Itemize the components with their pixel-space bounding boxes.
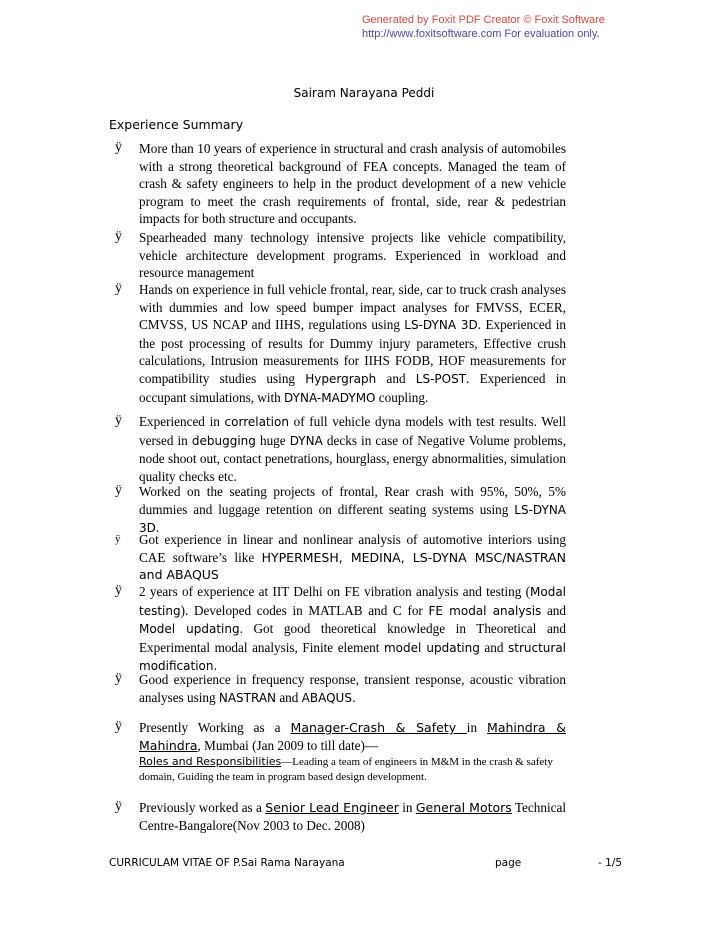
bullet-glyph: ÿ <box>115 719 122 734</box>
evaluation-watermark <box>362 13 605 41</box>
bullet-glyph: ÿ <box>115 140 122 155</box>
watermark-link[interactable]: http://www.foxitsoftware.com For evaluation only. <box>362 28 600 40</box>
bullet-glyph: ÿ <box>115 799 122 814</box>
watermark-line-1: Generated by Foxit PDF Creator © Foxit Software <box>362 14 605 26</box>
bullet-glyph: ÿ <box>115 281 122 296</box>
list-item: Worked on the seating projects of frontal, Rear crash with 95%, 50%, 5% dummies and luggage retention on different seating systems using LS-DYNA 3D. <box>139 484 566 536</box>
footer-page-label: page <box>495 857 522 869</box>
list-item: Previously worked as a Senior Lead Engineer in General Motors Technical Centre-Bangalore(Nov 2003 to Dec. 2008) <box>139 800 566 833</box>
document-title: Sairam Narayana Peddi <box>293 86 435 100</box>
list-item: 2 years of experience at IIT Delhi on FE vibration analysis and testing (Modal testing). Developed codes in MATLAB and C for FE modal analysis and Model updating. Got good theoretical knowledge in Theoretical and Experimental modal analysis, Finite element model updating and structural modification. <box>139 584 567 674</box>
list-item: Presently Working as a Manager-Crash & Safety in Mahindra & Mahindra, Mumbai (Jan 2009 to till date)— Roles and Responsibilities—Leading a team of engineers in M&M in the crash & safety domain, Guiding the team in program based design development. <box>139 720 566 784</box>
bullet-glyph: ÿ <box>115 229 122 244</box>
footer-page-number: - 1/5 <box>597 857 622 869</box>
bullet-glyph: ÿ <box>115 583 122 598</box>
bullet-glyph: ÿ <box>115 533 121 545</box>
list-item: Hands on experience in full vehicle frontal, rear, side, car to truck crash analyses with dummies and low speed bumper impact analyses for FMVSS, ECER, CMVSS, US NCAP and IIHS, regulations using LS-DYNA 3D. Experienced in the post processing of results for Dummy injury parameters, Effective crush calculations, Intrusion measurements for IIHS FODB, HOF measurements for compatibility studies using Hypergraph and LS-POST. Experienced in occupant simulations, with DYNA-MADYMO coupling. <box>139 282 566 405</box>
list-item: Spearheaded many technology intensive projects like vehicle compatibility, vehicle architecture development programs. Experienced in workload and resource management <box>139 230 566 281</box>
list-item: Experienced in correlation of full vehicle dyna models with test results. Well versed in debugging huge DYNA decks in case of Negative Volume problems, node shoot out, contact penetrations, hourglass, energy abnormalities, simulation quality checks etc. <box>139 414 566 484</box>
list-item: Got experience in linear and nonlinear analysis of automotive interiors using CAE software’s like HYPERMESH, MEDINA, LS-DYNA MSC/NASTRAN and ABAQUS <box>139 532 566 583</box>
bullet-glyph: ÿ <box>115 671 122 686</box>
bullet-glyph: ÿ <box>115 413 122 428</box>
footer-title: CURRICULAM VITAE OF P.Sai Rama Narayana <box>109 857 345 869</box>
list-item: Good experience in frequency response, transient response, acoustic vibration analyses using NASTRAN and ABAQUS. <box>139 672 566 705</box>
bullet-glyph: ÿ <box>115 483 122 498</box>
list-item: More than 10 years of experience in structural and crash analysis of automobiles with a strong theoretical background of FEA concepts. Managed the team of crash & safety engineers to help in the product development of a new vehicle program to meet the crash requirements of frontal, side, rear & pedestrian impacts for both structure and occupants. <box>139 141 566 227</box>
section-heading: Experience Summary <box>109 117 244 132</box>
